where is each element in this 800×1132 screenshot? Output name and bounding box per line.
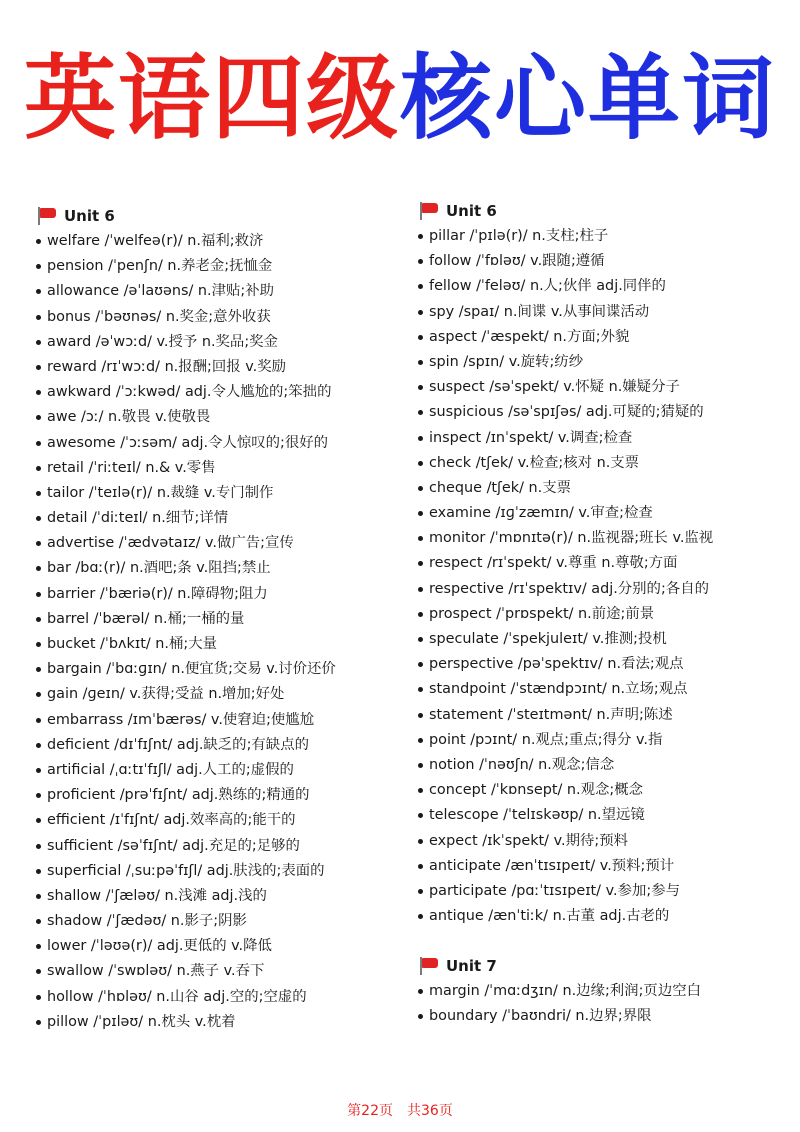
word-entry: follow /ˈfɒləʊ/ v.跟随;遵循 xyxy=(418,249,798,274)
word-entry: pillow /ˈpɪləʊ/ n.枕头 v.枕着 xyxy=(36,1010,416,1035)
unit-heading xyxy=(418,198,798,224)
word-entry: perspective /pəˈspektɪv/ n.看法;观点 xyxy=(418,652,798,677)
word-entry: shallow /ˈʃæləʊ/ n.浅滩 adj.浅的 xyxy=(36,884,416,909)
word-entry: margin /ˈmɑːdʒɪn/ n.边缘;利润;页边空白 xyxy=(418,979,798,1004)
word-entry: examine /ɪɡˈzæmɪn/ v.审查;检查 xyxy=(418,501,798,526)
word-entry: fellow /ˈfeləʊ/ n.人;伙伴 adj.同伴的 xyxy=(418,274,798,299)
word-entry: tailor /ˈteɪlə(r)/ n.裁缝 v.专门制作 xyxy=(36,481,416,506)
word-list xyxy=(418,224,798,929)
word-entry: efficient /ɪˈfɪʃnt/ adj.效率高的;能干的 xyxy=(36,808,416,833)
word-entry: check /tʃek/ v.检查;核对 n.支票 xyxy=(418,451,798,476)
word-entry: expect /ɪkˈspekt/ v.期待;预料 xyxy=(418,829,798,854)
page-total: 共36页 xyxy=(407,1103,453,1119)
word-entry: boundary /ˈbaʊndri/ n.边界;界限 xyxy=(418,1004,798,1029)
left-column xyxy=(36,203,416,1035)
word-entry: cheque /tʃek/ n.支票 xyxy=(418,476,798,501)
section-spacer xyxy=(418,929,798,953)
word-entry: notion /ˈnəʊʃn/ n.观念;信念 xyxy=(418,753,798,778)
word-entry: sufficient /səˈfɪʃnt/ adj.充足的;足够的 xyxy=(36,834,416,859)
word-entry: detail /ˈdiːteɪl/ n.细节;详情 xyxy=(36,506,416,531)
word-entry: retail /ˈriːteɪl/ n.& v.零售 xyxy=(36,456,416,481)
unit-heading xyxy=(418,953,798,979)
red-flag-icon xyxy=(36,206,58,226)
word-entry: anticipate /ænˈtɪsɪpeɪt/ v.预料;预计 xyxy=(418,854,798,879)
word-entry: gain /ɡeɪn/ v.获得;受益 n.增加;好处 xyxy=(36,682,416,707)
word-entry: prospect /ˈprɒspekt/ n.前途;前景 xyxy=(418,602,798,627)
red-flag-icon xyxy=(418,201,440,221)
word-entry: hollow /ˈhɒləʊ/ n.山谷 adj.空的;空虚的 xyxy=(36,985,416,1010)
word-entry: standpoint /ˈstændpɔɪnt/ n.立场;观点 xyxy=(418,677,798,702)
word-entry: reward /rɪˈwɔːd/ n.报酬;回报 v.奖励 xyxy=(36,355,416,380)
right-column xyxy=(418,198,798,1030)
word-entry: swallow /ˈswɒləʊ/ n.燕子 v.吞下 xyxy=(36,959,416,984)
word-entry: proficient /prəˈfɪʃnt/ adj.熟练的;精通的 xyxy=(36,783,416,808)
word-entry: suspicious /səˈspɪʃəs/ adj.可疑的;猜疑的 xyxy=(418,400,798,425)
word-entry: concept /ˈkɒnsept/ n.观念;概念 xyxy=(418,778,798,803)
word-entry: award /əˈwɔːd/ v.授予 n.奖品;奖金 xyxy=(36,330,416,355)
word-entry: bar /bɑː(r)/ n.酒吧;条 v.阻挡;禁止 xyxy=(36,556,416,581)
word-entry: inspect /ɪnˈspekt/ v.调查;检查 xyxy=(418,426,798,451)
word-entry: suspect /səˈspekt/ v.怀疑 n.嫌疑分子 xyxy=(418,375,798,400)
word-entry: barrel /ˈbærəl/ n.桶;一桶的量 xyxy=(36,607,416,632)
word-entry: awe /ɔː/ n.敬畏 v.使敬畏 xyxy=(36,405,416,430)
word-entry: artificial /ˌɑːtɪˈfɪʃl/ adj.人工的;虚假的 xyxy=(36,758,416,783)
red-flag-icon xyxy=(418,956,440,976)
word-entry: respect /rɪˈspekt/ v.尊重 n.尊敬;方面 xyxy=(418,551,798,576)
word-entry: awesome /ˈɔːsəm/ adj.令人惊叹的;很好的 xyxy=(36,431,416,456)
word-entry: pension /ˈpenʃn/ n.养老金;抚恤金 xyxy=(36,254,416,279)
word-entry: bonus /ˈbəʊnəs/ n.奖金;意外收获 xyxy=(36,305,416,330)
unit-label: Unit 6 xyxy=(64,207,115,225)
page-number: 第22页 xyxy=(347,1103,393,1119)
word-entry: speculate /ˈspekjuleɪt/ v.推测;投机 xyxy=(418,627,798,652)
word-entry: spin /spɪn/ v.旋转;纺纱 xyxy=(418,350,798,375)
word-entry: aspect /ˈæspekt/ n.方面;外貌 xyxy=(418,325,798,350)
word-entry: participate /pɑːˈtɪsɪpeɪt/ v.参加;参与 xyxy=(418,879,798,904)
word-entry: barrier /ˈbæriə(r)/ n.障碍物;阻力 xyxy=(36,582,416,607)
page-title xyxy=(0,34,800,164)
unit-heading xyxy=(36,203,416,229)
word-entry: welfare /ˈwelfeə(r)/ n.福利;救济 xyxy=(36,229,416,254)
word-list xyxy=(418,979,798,1029)
word-entry: respective /rɪˈspektɪv/ adj.分别的;各自的 xyxy=(418,577,798,602)
word-entry: bargain /ˈbɑːɡɪn/ n.便宜货;交易 v.讨价还价 xyxy=(36,657,416,682)
title-red-part: 英语四级 xyxy=(23,45,400,152)
word-entry: allowance /əˈlaʊəns/ n.津贴;补助 xyxy=(36,279,416,304)
word-entry: telescope /ˈtelɪskəʊp/ n.望远镜 xyxy=(418,803,798,828)
word-entry: monitor /ˈmɒnɪtə(r)/ n.监视器;班长 v.监视 xyxy=(418,526,798,551)
word-entry: statement /ˈsteɪtmənt/ n.声明;陈述 xyxy=(418,703,798,728)
unit-label: Unit 7 xyxy=(446,957,497,976)
word-entry: bucket /ˈbʌkɪt/ n.桶;大量 xyxy=(36,632,416,657)
word-entry: awkward /ˈɔːkwəd/ adj.令人尴尬的;笨拙的 xyxy=(36,380,416,405)
word-entry: spy /spaɪ/ n.间谍 v.从事间谍活动 xyxy=(418,300,798,325)
word-list xyxy=(36,229,416,1035)
word-entry: deficient /dɪˈfɪʃnt/ adj.缺乏的;有缺点的 xyxy=(36,733,416,758)
word-entry: embarrass /ɪmˈbærəs/ v.使窘迫;使尴尬 xyxy=(36,708,416,733)
word-entry: antique /ænˈtiːk/ n.古董 adj.古老的 xyxy=(418,904,798,929)
word-entry: lower /ˈləʊə(r)/ adj.更低的 v.降低 xyxy=(36,934,416,959)
unit-label: Unit 6 xyxy=(446,202,497,220)
page-footer xyxy=(0,1100,800,1120)
title-blue-part: 核心单词 xyxy=(400,45,777,152)
word-entry: superficial /ˌsuːpəˈfɪʃl/ adj.肤浅的;表面的 xyxy=(36,859,416,884)
word-entry: pillar /ˈpɪlə(r)/ n.支柱;柱子 xyxy=(418,224,798,249)
word-entry: point /pɔɪnt/ n.观点;重点;得分 v.指 xyxy=(418,728,798,753)
word-entry: advertise /ˈædvətaɪz/ v.做广告;宣传 xyxy=(36,531,416,556)
word-entry: shadow /ˈʃædəʊ/ n.影子;阴影 xyxy=(36,909,416,934)
